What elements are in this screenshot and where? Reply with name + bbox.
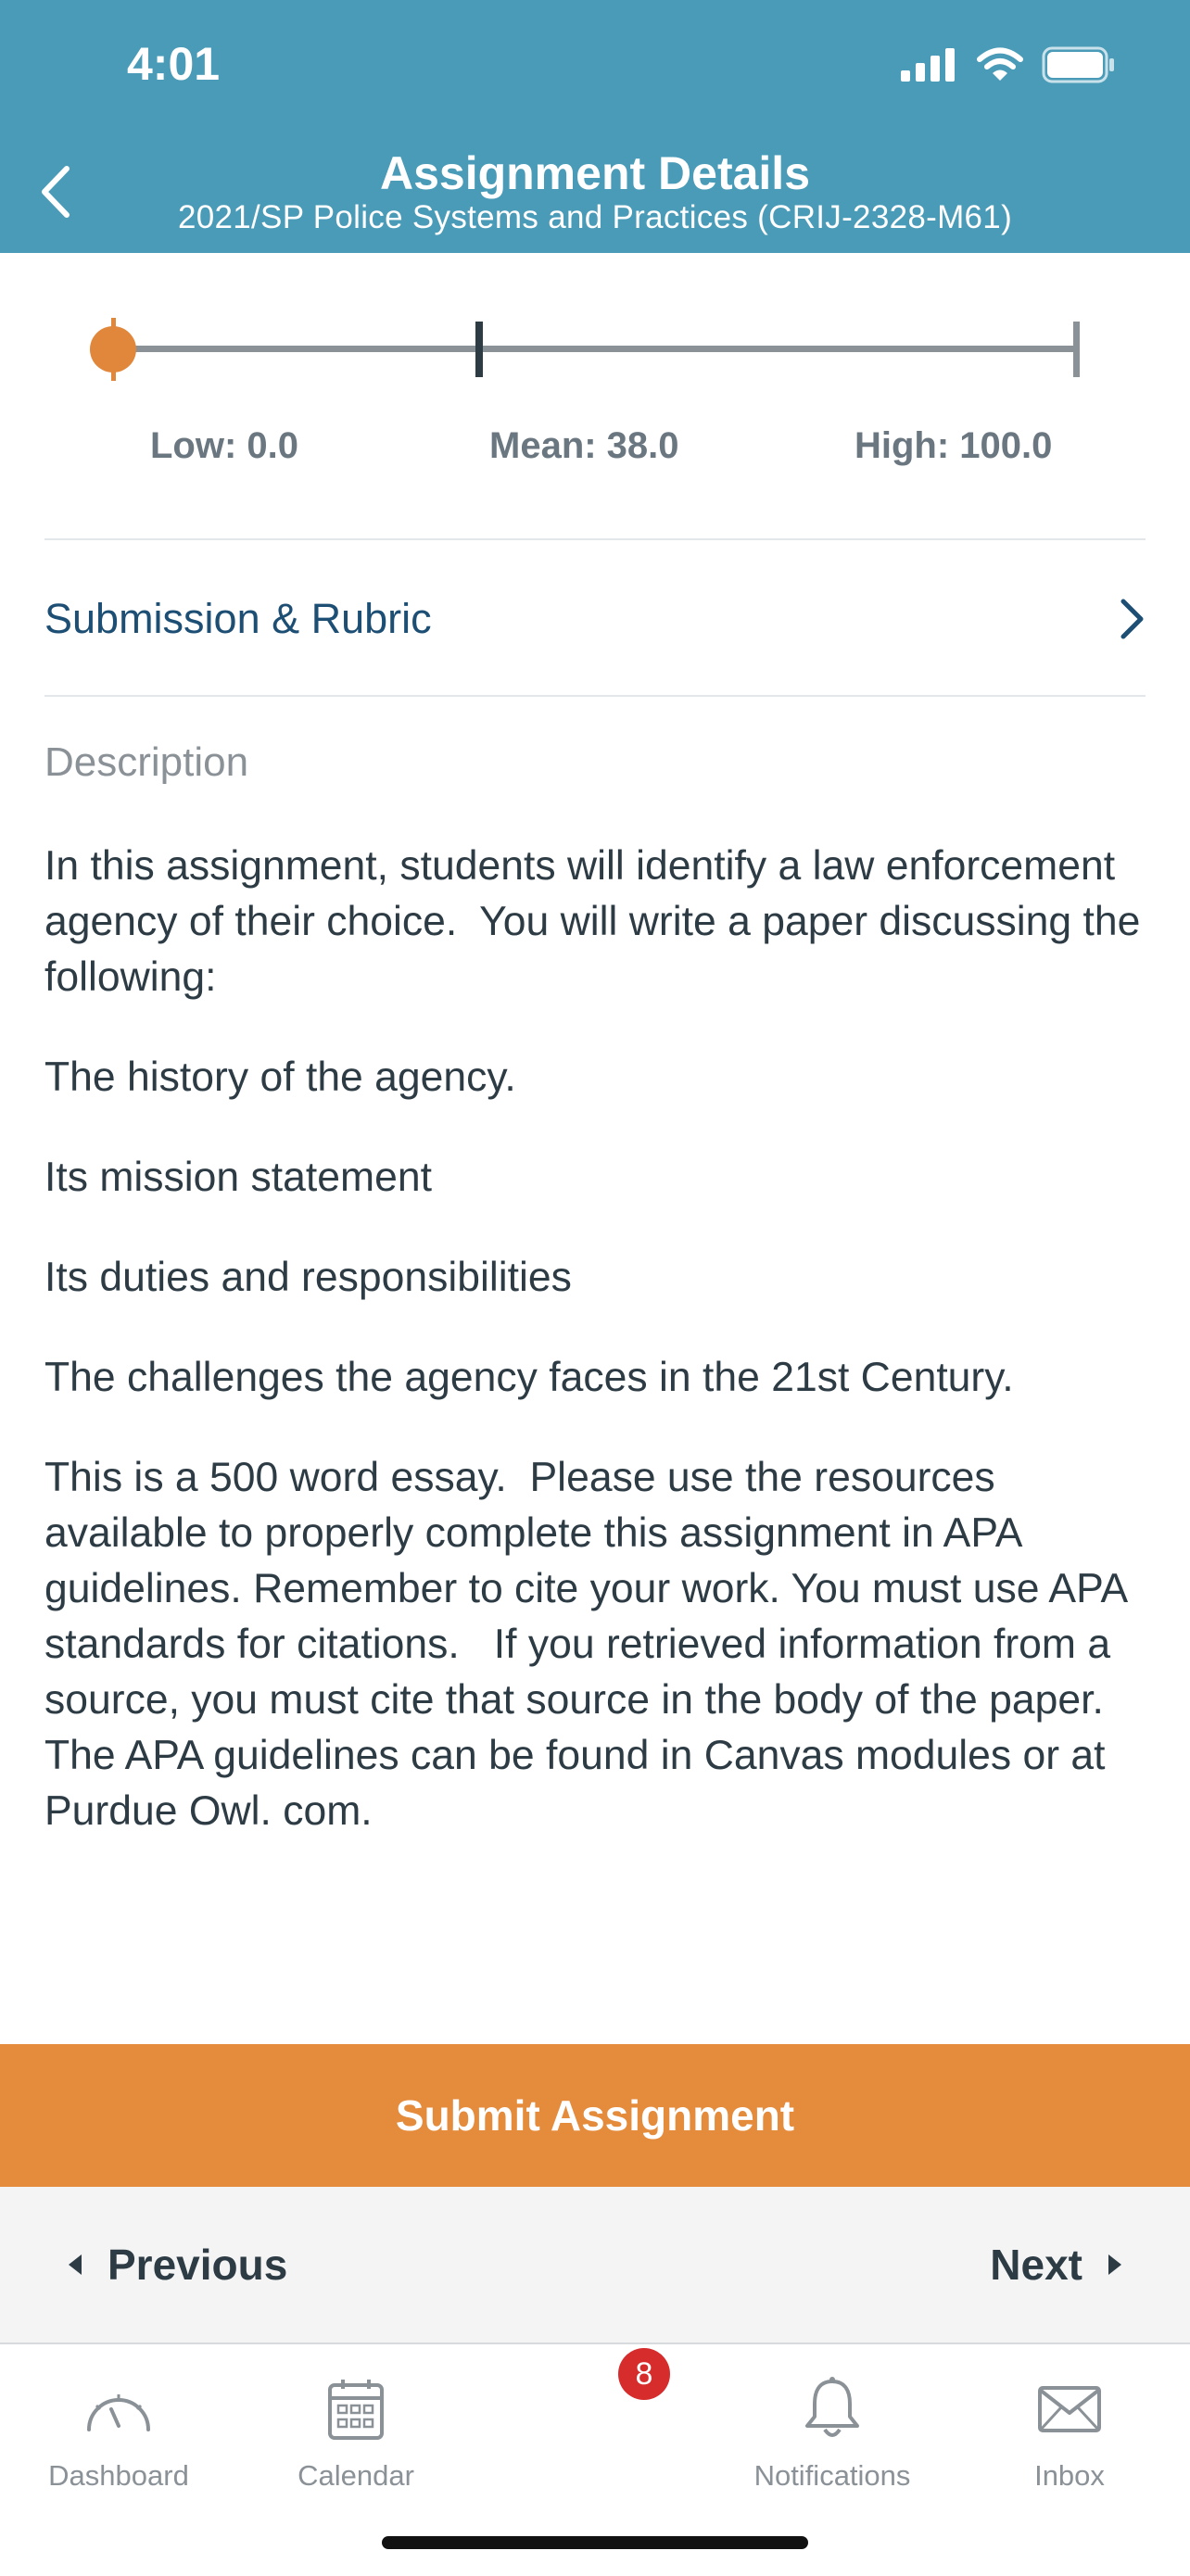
- high-tick: [1073, 322, 1080, 377]
- description-paragraph: The challenges the agency faces in the 21st Century.: [44, 1355, 1014, 1400]
- grade-track: [113, 346, 1077, 352]
- mean-tick: [475, 322, 483, 377]
- high-stat: High: 100.0: [855, 425, 1053, 466]
- previous-label: Previous: [108, 2241, 288, 2289]
- description-body: [44, 839, 1157, 1884]
- tab-center[interactable]: [475, 2344, 712, 2530]
- submission-rubric-link[interactable]: [44, 542, 1146, 695]
- low-stat: Low: 0.0: [150, 425, 299, 466]
- tab-calendar[interactable]: [237, 2344, 475, 2530]
- assignment-pager: [0, 2187, 1190, 2342]
- dashboard-icon: [83, 2385, 154, 2433]
- status-time: 4:01: [127, 38, 221, 90]
- score-marker: [90, 326, 136, 373]
- bell-icon: [802, 2376, 863, 2443]
- tab-label: Inbox: [1034, 2459, 1105, 2492]
- cellular-signal-icon: [901, 48, 958, 82]
- chevron-right-icon: [1120, 598, 1146, 640]
- notification-badge: 8: [618, 2348, 670, 2400]
- tab-inbox[interactable]: [951, 2344, 1188, 2530]
- envelope-icon: [1037, 2385, 1102, 2433]
- description-paragraph: The history of the agency.: [44, 1054, 516, 1100]
- mean-stat: Mean: 38.0: [489, 425, 679, 466]
- tab-label: Dashboard: [48, 2459, 189, 2492]
- divider: [44, 538, 1146, 540]
- wifi-icon: [977, 47, 1023, 82]
- status-icons: [901, 46, 1116, 83]
- tab-dashboard[interactable]: [0, 2344, 237, 2530]
- next-label: Next: [990, 2241, 1082, 2289]
- caret-left-icon: [67, 2253, 83, 2277]
- tab-label: Calendar: [298, 2459, 414, 2492]
- description-paragraph: In this assignment, students will identify a law enforcement agency of their choice. You will write a paper discussing the following:: [44, 843, 1152, 1000]
- description-paragraph: This is a 500 word essay. Please use the resources available to properly complete this assignment in APA guidelines. Remember to cite your work. You must use APA standards for citations. If you retrieved information from a source, you must cite that source in the body of the paper. The APA guidelines can be found in Canvas modules or at Purdue Owl. com.: [44, 1455, 1138, 1834]
- home-indicator: [382, 2536, 808, 2549]
- divider: [44, 695, 1146, 697]
- tab-label: Notifications: [753, 2459, 911, 2492]
- description-heading: Description: [44, 739, 249, 785]
- page-title: Assignment Details: [379, 147, 810, 199]
- description-paragraph: Its duties and responsibilities: [44, 1255, 572, 1300]
- calendar-icon: [327, 2378, 385, 2441]
- description-paragraph: Its mission statement: [44, 1155, 432, 1200]
- submission-rubric-label: Submission & Rubric: [44, 594, 432, 642]
- battery-icon: [1042, 46, 1116, 83]
- caret-right-icon: [1107, 2253, 1123, 2277]
- tab-notifications[interactable]: [714, 2344, 951, 2530]
- submit-assignment-button[interactable]: Submit Assignment: [0, 2044, 1190, 2187]
- next-button[interactable]: [990, 2187, 1123, 2342]
- nav-header: [0, 0, 1190, 253]
- grade-range-chart: [0, 253, 1190, 540]
- previous-button[interactable]: [67, 2187, 287, 2342]
- course-subtitle: 2021/SP Police Systems and Practices (CRIJ-2328-M61): [177, 199, 1013, 235]
